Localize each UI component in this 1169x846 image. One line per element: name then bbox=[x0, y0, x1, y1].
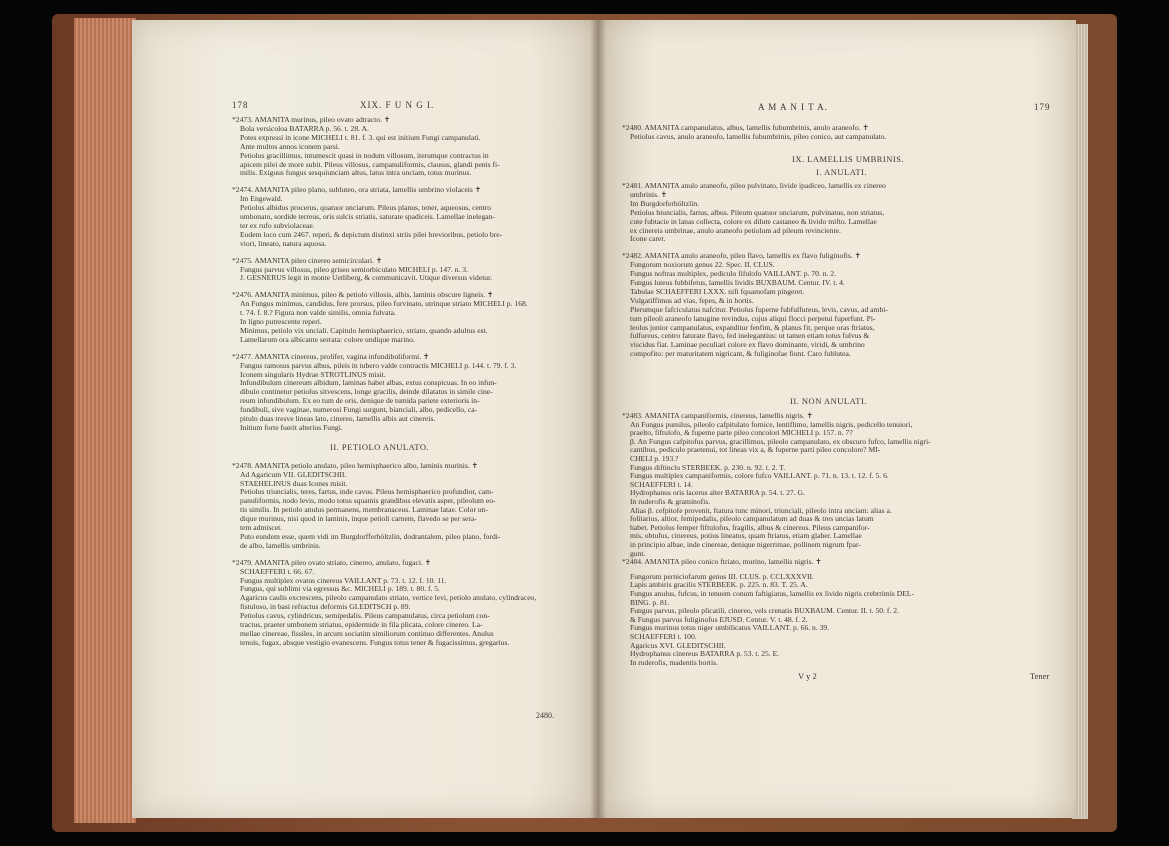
text-line: *2480. AMANITA campanulatus, albus, lamellis fubumbrinis, anulo araneofo. ✝ bbox=[622, 123, 869, 132]
text-line: pitulo duas tresve lineas lato, cinereo, lamellis albis aut cinereis. bbox=[240, 414, 436, 423]
text-line: Fungus parvus, pileolo plicatili, cinereo, vels crenatis BUXBAUM. Centur. II. t. 50. f. 2. bbox=[630, 606, 899, 616]
text-line: In ruderofis & graminofis. bbox=[630, 497, 711, 506]
text-line: Minimus, petiolo vix unciali. Capitulo hemisphaerico, striato, quando adultus est. bbox=[240, 325, 488, 335]
text-line: *2473. AMANITA murinus, pileo ovato adtracto. ✝ bbox=[232, 115, 391, 124]
right-catchword: Tener bbox=[1030, 671, 1050, 681]
text-line: t. 74. f. 8.? Figura non valde similis, omnia fulvata. bbox=[240, 308, 396, 318]
subsection-heading-non-anulati: II. NON ANULATI. bbox=[790, 396, 867, 406]
subsection-heading-anulati: I. ANULATI. bbox=[816, 167, 868, 177]
text-line: In ligno putrescente reperi. bbox=[240, 317, 322, 326]
text-line: Fungus parvus villosus, pileo griseo semiorbiculato MICHELI p. 147. n. 3. bbox=[240, 264, 469, 274]
page-edges-left bbox=[74, 18, 136, 823]
text-line: ter ex rufo subviolaceae. bbox=[240, 220, 315, 230]
text-line: apicem pilei de more subit. Pileus villosus, campanuliformis, clausus, glandi penis fi- bbox=[240, 159, 500, 169]
text-line: *2483. AMANITA campaniformis, cinereus, lamellis nigris. ✝ bbox=[622, 411, 813, 420]
text-line: Im Engewald. bbox=[240, 194, 283, 204]
text-line: Lapis ambiris gracilis STERBEEK. p. 225. n. 83. T. 25. A. bbox=[630, 580, 808, 590]
text-line: *2481. AMANITA anulo araneofo, pileo pulvinato, livide ipadiceo, lamellis ex cinereo bbox=[622, 181, 886, 190]
text-line: Fungus luteus fubbifetus, lamellis lividis BUXBAUM. Centur. IV. t. 4. bbox=[630, 278, 845, 287]
text-line: Iconem singularis Hydrae STROTLINUS misit. bbox=[240, 369, 386, 379]
text-line: Vulgatiffimus ad vias, fepes, & in hortis. bbox=[630, 295, 754, 305]
text-line: Bola versicoloa BATARRA p. 56. t. 28. A. bbox=[240, 123, 369, 133]
text-line: Petiolus gracillimus, intumescit quasi in nodum villosum, iterumque contractus in bbox=[240, 150, 489, 160]
text-line: *2474. AMANITA pileo plano, subluteo, ora striata, lamellis umbrino violaceis ✝ bbox=[232, 185, 482, 195]
text-line: An Fungus minimus, candidus, fere prorsus, pileo furvinato, utrinque striato MICHELI p. 168. bbox=[240, 299, 528, 309]
text-line: in principio albae, inde cinereae, denique nigerrimae, pollinem nigrum fpar- bbox=[630, 540, 861, 549]
text-line: cantibus, pediculo praetenui, tot lineas vix a, & fuperne parti pileo concolore? MI- bbox=[630, 445, 881, 455]
text-line: Plerumque fafciculatus nafcitur. Petiolus fuperne fubfulfureus, levis, cavus, ad ambi- bbox=[630, 304, 888, 314]
text-line: Petiolus cavus, cylindricus, semipedalis. Pileus campanulatus, circa petiolum con- bbox=[240, 611, 490, 621]
right-running-head: A M A N I T A. bbox=[758, 102, 828, 112]
text-line: Fungus diftinclu STERBEEK. p. 230. n. 92. t. 2. T. bbox=[630, 462, 786, 472]
text-line: Infundibulum cinereum albidum, laminas habet albas, extus conspicuas. In eo infun- bbox=[240, 378, 497, 388]
text-line: β. An Fungus cafpitofus parvus, gracillimus, pileolo campanulato, ex obscuro fufco, lamellis nigri- bbox=[630, 436, 931, 446]
text-line: Petiolus biuncialis, fartus, albus. Pileum quatuor unciarum, pulvinatus, non striatus, bbox=[630, 207, 885, 217]
text-line: Fungus multiplex ovatus cinereus VAILLANT p. 73. t. 12. f. 10. 11. bbox=[240, 575, 447, 585]
text-line: habet. Petiolus femper fiftulofus, fragilis, albus & cinereus. Pileus campanifor- bbox=[630, 522, 870, 532]
text-line: Ad Agaricum VII. GLEDITSCHII. bbox=[240, 469, 347, 479]
text-line: *2479. AMANITA pileo ovato striato, cinereo, anulato, fugaci. ✝ bbox=[232, 557, 432, 567]
text-line: gunt. bbox=[630, 548, 646, 558]
text-line: Agaricus caulis excrescens, pileolo campanulato striato, vertice levi, petiolo anulato, cylindraceo, bbox=[240, 593, 537, 603]
text-line: dique murinus, nisi quod in laminis, inque petioli carnem, flavedo se per sera- bbox=[240, 514, 477, 524]
text-line: umbrinis. ✝ bbox=[630, 189, 668, 199]
text-line: *2477. AMANITA cinereus, prolifer, vagina infundibuliformi. ✝ bbox=[232, 351, 430, 361]
text-line: Hydrophanus oris lacerus alter BATARRA p. 54. t. 27. G. bbox=[630, 488, 805, 498]
text-line: SCHAEFFERI t. 66. 67. bbox=[240, 566, 315, 576]
text-line: Initium forte fuerit alterius Fungi. bbox=[240, 422, 343, 432]
text-line: STAEHELINUS duas Icones misit. bbox=[240, 478, 348, 488]
text-line: compofito: per maturitatem nigricant, & fuliginofae fiunt. Caro fublutea. bbox=[630, 349, 851, 359]
text-line: Fungus anulus, fufcus, in tenuem conum faftigiatus, lamellis ex livido nigris crebrrimis DEL- bbox=[630, 589, 915, 598]
right-page bbox=[598, 20, 1076, 818]
left-page bbox=[132, 20, 598, 818]
left-running-head: XIX. F U N G I. bbox=[360, 100, 435, 110]
text-line: *2484. AMANITA pileo conico ftriato, murino, lamellis nigris. ✝ bbox=[622, 557, 822, 567]
text-line: de albo, lamellis umbrinis. bbox=[240, 540, 321, 550]
text-line: tum pileoli araneofo lanugine revindus, cujus aliqui flocci perpetui fuperfunt. Pi- bbox=[630, 313, 876, 323]
text-line: Fungorum noxiorum genus 22. Spec. II. CLUS. bbox=[630, 260, 775, 270]
text-line: tenuis, fugax, absque vestigio evanescens. Fungus totus tener & fugacissimus, gregarius. bbox=[240, 637, 510, 647]
text-line: reum infundibulum. Ex eo tum de oris, denique de tumida pariete exterioris in- bbox=[240, 396, 480, 406]
text-line: Tabulae SCHAEFFERI LXXX. nifi fquamofam pingeret. bbox=[630, 286, 805, 296]
text-line: Lamellarum ora albicante serrata: colore undique marino. bbox=[240, 334, 415, 344]
left-page-number: 178 bbox=[232, 100, 249, 110]
signature-mark: V y 2 bbox=[798, 671, 817, 681]
section-heading-ix: IX. LAMELLIS UMBRINIS. bbox=[792, 154, 905, 164]
text-line: J. GESNERUS legit in monte Uetliberg, & communicavit. Utique diversus videtur. bbox=[240, 273, 493, 283]
text-line: Icone caret. bbox=[630, 234, 666, 244]
text-line: ex cinereis umbrinae, anulo araneofo petiolum ad pileum revinciente. bbox=[630, 225, 841, 235]
text-line: tem admiscet. bbox=[240, 523, 283, 532]
text-line: leolus junior campanulatus, expanditur fenfim, & planus fit, perque oras ftriatus, bbox=[630, 322, 875, 332]
text-line: praelto, fiftulofo, & fuperne parte pileo concolori MICHELI p. 157. n. 7? bbox=[630, 428, 853, 438]
text-line: viori, lineato, natura aquosa. bbox=[240, 238, 327, 248]
text-line: mellae cinereae, fissiles, in arcum sociatim similiorum continuo differentes. Anulus bbox=[240, 628, 494, 638]
text-line: Fungus ramosus parvus albus, pileis in tubero valde contractis MICHELI p. 144. t. 79. f. 3. bbox=[240, 360, 517, 370]
right-page-number: 179 bbox=[1034, 102, 1051, 112]
text-line: folitarius, altior, femipedalis, pileolo campanulatum ad duas & tres uncias latum bbox=[630, 514, 874, 524]
text-line: tis similis. In petiolo anulus permanens, membranaceus. Laminae latae. Color un- bbox=[240, 505, 488, 515]
text-line: viscidus fiat. Laminae peculiari colore ex flavo dominante, viridi, & umbrino bbox=[630, 340, 865, 350]
text-line: Ante multos annos iconem parsi. bbox=[240, 141, 340, 151]
text-line: panuliformis, nodo levis, modo totus squamis grandibus elevatis asper, pileolum eo- bbox=[240, 496, 496, 506]
text-line: *2475. AMANITA pileo cinereo semicirculari. ✝ bbox=[232, 255, 383, 265]
text-line: fistuloso, in basi refractus deformis GLEDITSCH p. 89. bbox=[240, 602, 411, 612]
text-line: Fungus murinus totus niger umbilicatus VAILLANT. p. 66. n. 39. bbox=[630, 623, 830, 633]
book-gutter bbox=[590, 20, 606, 818]
text-line: An Fungus pumilus, pileolo cafpitulato fornice, lentiflimo, lamellis nigris, pedicello tenuiori, bbox=[630, 419, 913, 429]
text-line: umbonato, sordide terreus, oris sulcis striatis, saturate spadiceis. Lamellae inelegan- bbox=[240, 212, 495, 221]
text-line: milis. Exiguus fungus sesquiunciam altus, latus intra unciam, totus murinus. bbox=[240, 168, 472, 178]
text-line: *2482. AMANITA anulo araneofo, pileo flavo, lamellis ex flavo fuliginofis. ✝ bbox=[622, 251, 862, 261]
section-heading-petiolo-anulato: II. PETIOLO ANULATO. bbox=[330, 441, 430, 452]
text-line: tractus, praeter umbonem striatus, epidermide in fila plicata, colore cinereo. La- bbox=[240, 620, 483, 629]
text-line: CHELI p. 193.? bbox=[630, 454, 679, 463]
text-line: Fungus multiplex campaniformis, colore fufco VAILLANT. p. 71. n. 13. t. 12. f. 5. 6. bbox=[630, 471, 889, 481]
text-line: Puto eundem esse, quem vidi im Burgdorfferhöltzlin, dodrantalem, pileo plano, fordi- bbox=[240, 531, 501, 541]
text-line: Im Burgdorferhöltzlin. bbox=[630, 198, 700, 208]
text-line: & Fungus parvus fuliginofus EJUSD. Centur. V. t. 48. f. 2. bbox=[630, 614, 808, 624]
text-line: Petiolus triuncialis, teres, fartus, inde cavus. Pileus hemisphaerico profundior, cam- bbox=[240, 487, 494, 497]
text-line: Hydrophanus cinereus BATARRA p. 53. t. 25. E. bbox=[630, 649, 780, 659]
text-line: *2478. AMANITA petiolo anulato, pileo hemisphaerico albo, laminis murinis. ✝ bbox=[232, 460, 478, 470]
text-line: SCHAEFFERI t. 100. bbox=[630, 632, 697, 641]
text-line: Petiolus cavus, anulo araneofo, lamellis fubumbrinis, pileo conico, aut campanulato. bbox=[630, 132, 887, 141]
left-catchword: 2480. bbox=[536, 711, 554, 720]
text-line: Potes expressi in icone MICHELI t. 81. f. 3. qui est initium Fungi campanulati. bbox=[240, 132, 481, 142]
text-line: SCHAEFFERI t. 14. bbox=[630, 479, 693, 489]
text-line: Agaricus XVI. GLEDITSCHII. bbox=[630, 640, 726, 650]
text-line: *2476. AMANITA minimus, pileo & petiolo villosis, albis, laminis obscure ligneis. ✝ bbox=[232, 290, 494, 300]
text-line: cute fubtacie in lanas collecta, colore ex dilute castaneo & livido mifto. Lamellae bbox=[630, 216, 877, 226]
text-line: dibulo continetur petiolus sitvescens, longe gracilis, deinde dilatatus in simile cine- bbox=[240, 387, 493, 397]
text-line: Fungus, qui sublimi via egressus &c. MICHELI p. 189. t. 80. f. 5. bbox=[240, 584, 440, 594]
text-line: Fungus noftras multiplex, pediculo fifulofo VAILLANT. p. 70. n. 2. bbox=[630, 269, 837, 279]
text-line: Petiolus albidus procerus, quatuor unciarum. Pileus planus, tener, aqueosus, centro bbox=[240, 203, 492, 213]
text-line: mis, obtufus, cinereus, potius lineatus, quam ftriatus, etiam glaber. Lamellae bbox=[630, 531, 862, 541]
text-line: fundibuli, sive vaginae, numerosi Fungi surgunt, bianciali, albo, pedicello, ca- bbox=[240, 405, 478, 415]
text-line: fulfureus, centro faturate flavo, fed inelegantius: ut tamen etiam totus fulvus & bbox=[630, 331, 870, 341]
text-line: In ruderofis, madentis hortis. bbox=[630, 657, 718, 667]
text-line: Alias β. cefpitofe provenit, ftatura tunc minori, triunciali, pileolo intra unciam: alias a. bbox=[630, 505, 892, 515]
text-line: Eodem loco cum 2467. reperi, & depictum distinxi striis pilei brevioribus, petiolo bre- bbox=[240, 229, 503, 239]
text-line: BING. p. 81. bbox=[630, 597, 670, 607]
text-line: Fungorum perniciofarum genus III. CLUS. p. CCLXXXVII. bbox=[630, 571, 814, 581]
